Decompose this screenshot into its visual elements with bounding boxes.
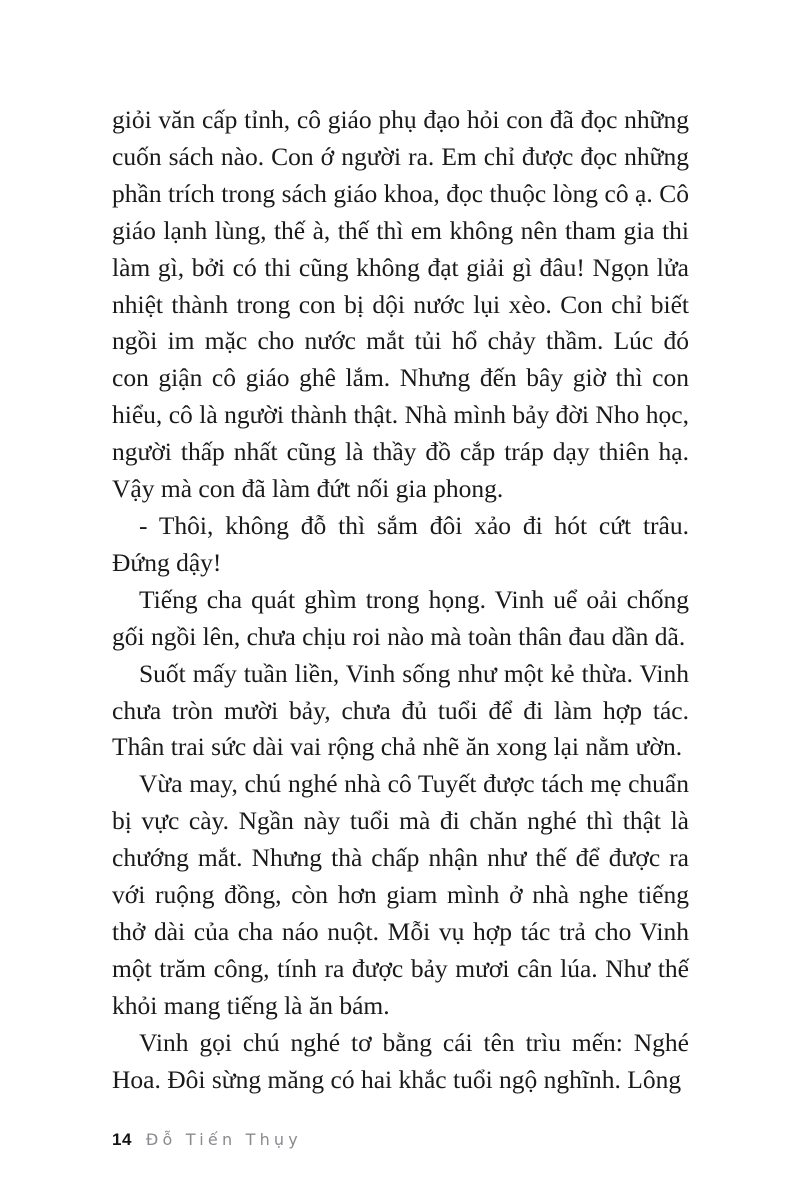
paragraph: Tiếng cha quát ghìm trong họng. Vinh uể oải chống gối ngồi lên, chưa chịu roi nào mà toàn thân đau dần dã. — [112, 584, 689, 651]
author-name: Đỗ Tiến Thụy — [145, 1130, 302, 1149]
paragraph: Suốt mấy tuần liền, Vinh sống như một kẻ thừa. Vinh chưa tròn mười bảy, chưa đủ tuổi để đi làm hợp tác. Thân trai sức dài vai rộng chả nhẽ ăn xong lại nằm ườn. — [112, 658, 689, 762]
paragraph: Vinh gọi chú nghé tơ bằng cái tên trìu mến: Nghé Hoa. Đôi sừng măng có hai khắc tuổi ngộ nghĩnh. Lông — [112, 1027, 689, 1094]
page-footer — [112, 1130, 302, 1150]
page-number: 14 — [112, 1130, 132, 1149]
body-text-column — [112, 102, 689, 1098]
paragraph: Vừa may, chú nghé nhà cô Tuyết được tách mẹ chuẩn bị vực cày. Ngần này tuổi mà đi chăn nghé thì thật là chướng mắt. Nhưng thà chấp nhận như thế để được ra với ruộng đồng, còn hơn giam mình ở nhà nghe tiếng thở dài của cha náo nuột. Mỗi vụ hợp tác trả cho Vinh một trăm công, tính ra được bảy mươi cân lúa. Như thế khỏi mang tiếng là ăn bám. — [112, 769, 689, 1020]
paragraph: giỏi văn cấp tỉnh, cô giáo phụ đạo hỏi con đã đọc những cuốn sách nào. Con ớ người ra. Em chỉ được đọc những phần trích trong sách giáo khoa, đọc thuộc lòng cô ạ. Cô giáo lạnh lùng, thế à, thế thì em không nên tham gia thi làm gì, bởi có thi cũng không đạt giải gì đâu! Ngọn lửa nhiệt thành trong con bị dội nước lụi xèo. Con chỉ biết ngồi im mặc cho nước mắt tủi hổ chảy thầm. Lúc đó con giận cô giáo ghê lắm. Nhưng đến bây giờ thì con hiểu, cô là người thành thật. Nhà mình bảy đời Nho học, người thấp nhất cũng là thầy đồ cắp tráp dạy thiên hạ. Vậy mà con đã làm đứt nối gia phong. — [112, 105, 689, 504]
paragraph: - Thôi, không đỗ thì sắm đôi xảo đi hót cứt trâu. Đứng dậy! — [112, 510, 689, 577]
